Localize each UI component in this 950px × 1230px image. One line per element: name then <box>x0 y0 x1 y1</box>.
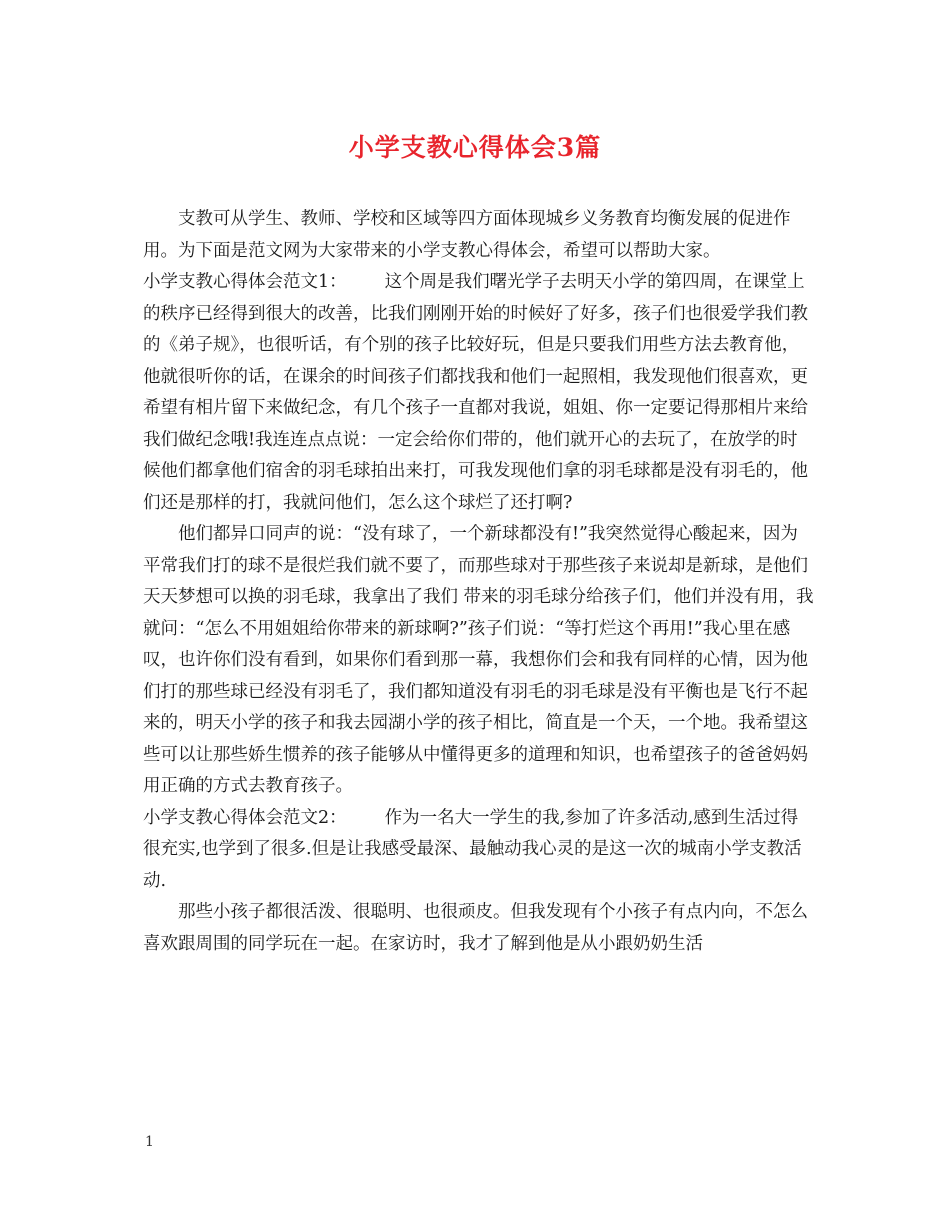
document-body <box>143 204 815 960</box>
sample-2-label: 小学支教心得体会范文2： <box>143 807 347 828</box>
sample-2-paragraph <box>143 803 815 898</box>
sample-2-text: 作为一名大一学生的我,参加了许多活动,感到生活过得很充实,也学到了很多.但是让我感受最深、最触动我心灵的是这一次的城南小学支教活动. <box>143 807 802 891</box>
page-number: 1 <box>145 1134 154 1150</box>
intro-paragraph: 支教可从学生、教师、学校和区域等四方面体现城乡义务教育均衡发展的促进作用。为下面是范文网为大家带来的小学支教心得体会，希望可以帮助大家。 <box>143 209 791 261</box>
sample-2-continuation-paragraph: 那些小孩子都很活泼、很聪明、也很顽皮。但我发现有个小孩子有点内向，不怎么喜欢跟周围的同学玩在一起。在家访时，我才了解到他是从小跟奶奶生活 <box>143 902 808 954</box>
sample-1-label: 小学支教心得体会范文1： <box>143 272 347 292</box>
sample-1-paragraph <box>143 267 815 519</box>
document-title: 小学支教心得体会3篇 <box>348 133 602 162</box>
sample-1-continuation-paragraph: 他们都异口同声的说：“没有球了，一个新球都没有!”我突然觉得心酸起来，因为平常我们打的球不是很烂我们就不要了，而那些球对于那些孩子来说却是新球，是他们天天梦想可以换的羽毛球，我拿出了我们 带来的羽毛球分给孩子们，他们并没有用，我就问：“怎么不用姐姐给你带来的新球啊?”孩子们说：“等打烂这个再用!”我心里在感叹，也许你们没有看到，如果你们看到那一幕，我想你们会和我有同样的心情，因为他们打的那些球已经没有羽毛了，我们都知道没有羽毛的羽毛球是没有平衡也是飞行不起来的，明天小学的孩子和我去园湖小学的孩子相比，简直是一个天，一个地。我希望这些可以让那些娇生惯养的孩子能够从中懂得更多的道理和知识，也希望孩子的爸爸妈妈用正确的方式去教育孩子。 <box>143 524 814 796</box>
sample-1-text: 这个周是我们曙光学子去明天小学的第四周，在课堂上的秩序已经得到很大的改善，比我们刚刚开始的时候好了好多，孩子们也很爱学我们教的《弟子规》，也很听话，有个别的孩子比较好玩，但是只要我们用些方法去教育他，他就很听你的话，在课余的时间孩子们都找我和他们一起照相，我发现他们很喜欢，更希望有相片留下来做纪念，有几个孩子一直都对我说，姐姐、你一定要记得那相片来给我们做纪念哦!我连连点点说：一定会给你们带的，他们就开心的去玩了，在放学的时候他们都拿他们宿舍的羽毛球拍出来打，可我发现他们拿的羽毛球都是没有羽毛的，他们还是那样的打，我就问他们，怎么这个球烂了还打啊? <box>143 272 808 513</box>
